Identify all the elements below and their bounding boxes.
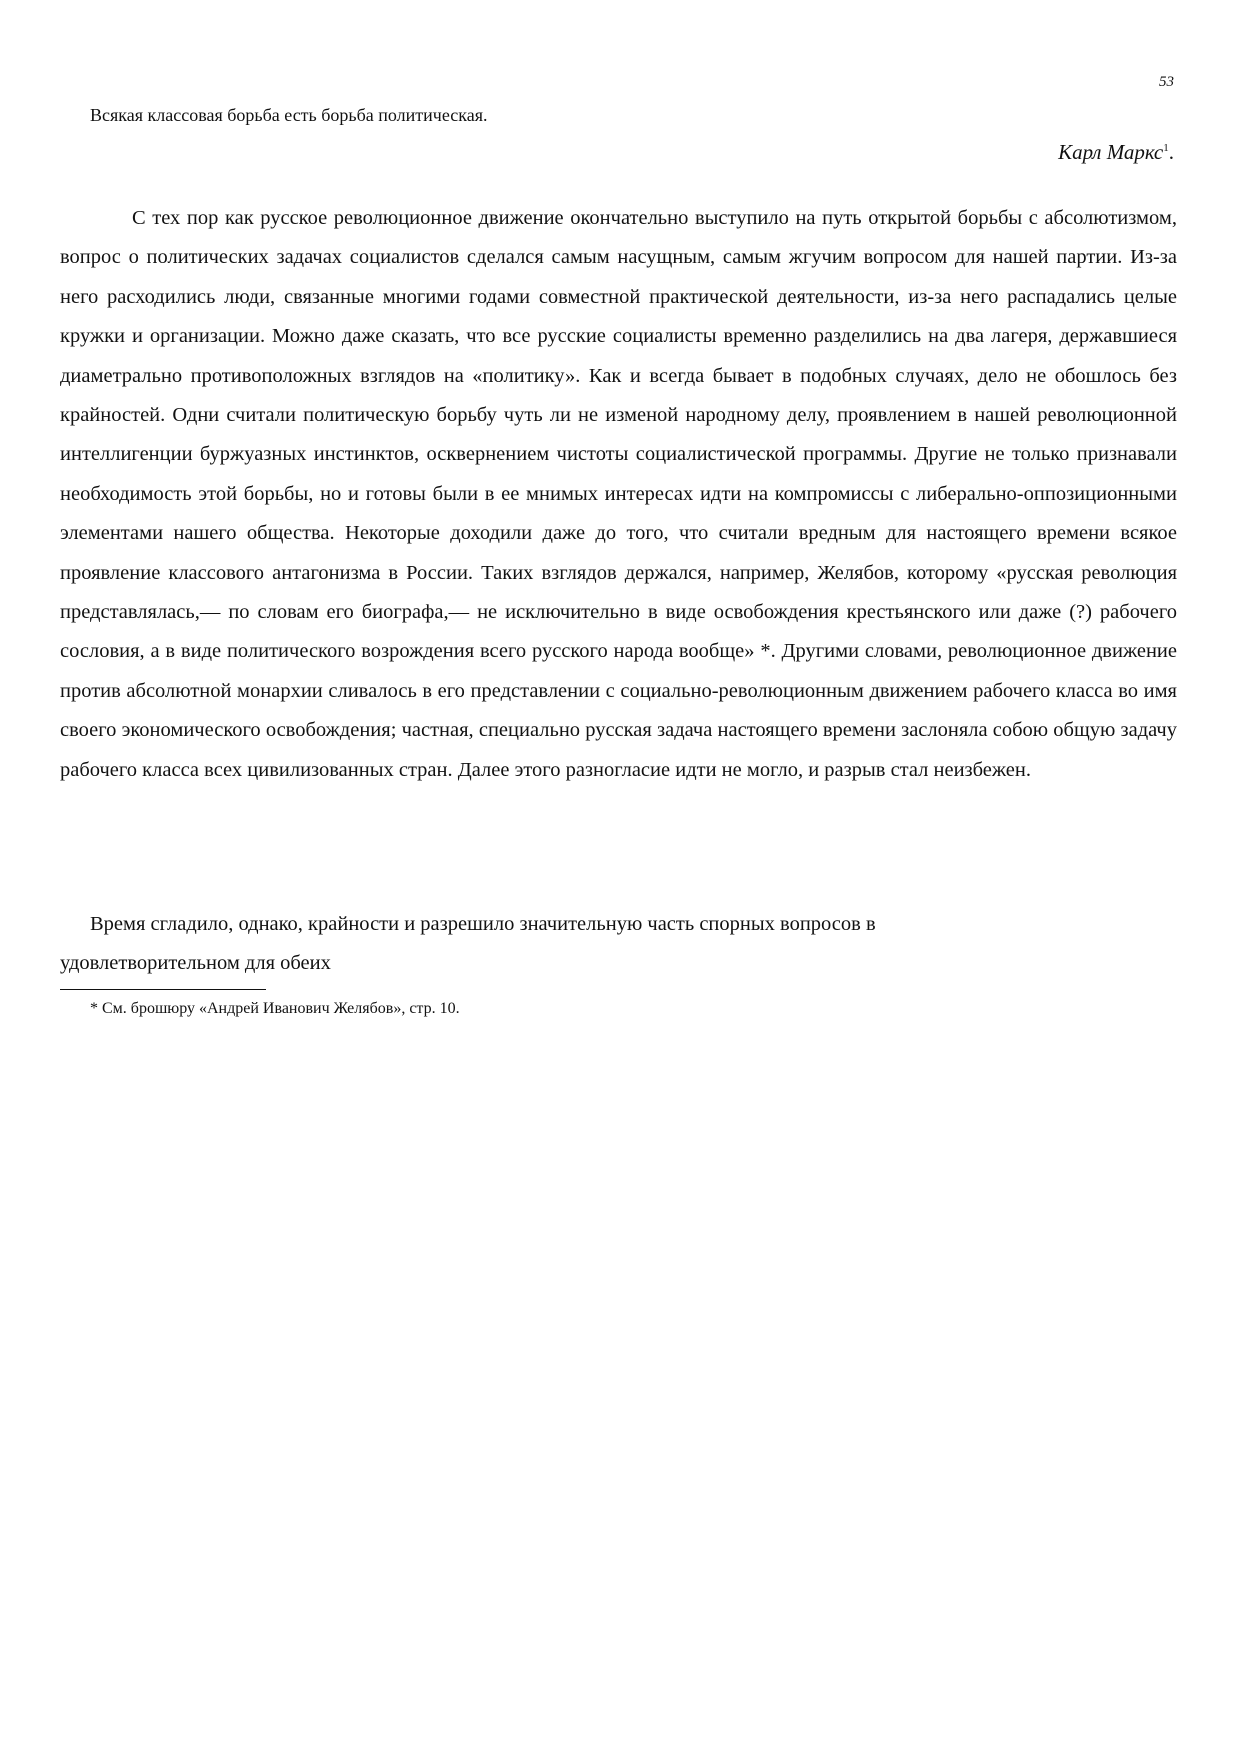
body-paragraph-continued-line-2: удовлетворительном для обеих <box>60 952 331 974</box>
body-paragraph-continued <box>60 905 1177 983</box>
body-paragraph: С тех пор как русское революционное движение окончательно выступило на путь открытой борьбы с абсолютизмом, вопрос о политических задачах социалистов сделался самым насущным, самым жгучим вопросом для нашей партии. Из-за него расходились люди, связанные многими годами совместной практической деятельности, из-за него распадались целые кружки и организации. Можно даже сказать, что все русские социалисты временно разделились на два лагеря, державшиеся диаметрально противоположных взглядов на «политику». Как и всегда бывает в подобных случаях, дело не обошлось без крайностей. Одни считали политическую борьбу чуть ли не изменой народному делу, проявлением в нашей революционной интеллигенции буржуазных инстинктов, осквернением чистоты социалистической программы. Другие не только признавали необходимость этой борьбы, но и готовы были в ее мнимых интересах идти на компромиссы с либерально-оппозиционными элементами нашего общества. Некоторые доходили даже до того, что считали вредным для настоящего времени всякое проявление классового антагонизма в России. Таких взглядов держался, например, Желябов, которому «русская революция представлялась,— по словам его биографа,— не исключительно в виде освобождения крестьянского или даже (?) рабочего сословия, а в виде политического возрождения всего русского народа вообще» *. Другими словами, революционное движение против абсолютной монархии сливалось в его представлении с социально-революционным движением рабочего класса во имя своего экономического освобождения; частная, специально русская задача настоящего времени заслоняла собою общую задачу рабочего класса всех цивилизованных стран. Далее этого разногласие идти не могло, и разрыв стал неизбежен. <box>60 207 1177 781</box>
page-number: 53 <box>1159 74 1174 90</box>
footnote-divider <box>60 989 266 990</box>
body-paragraph-continued-line-1: Время сгладило, однако, крайности и разрешило значительную часть спорных вопросов в <box>90 913 876 935</box>
footnote: * См. брошюру «Андрей Иванович Желябов», стр. 10. <box>90 1000 460 1017</box>
epigraph-author: Карл Маркс$^1$. <box>1058 140 1174 164</box>
epigraph-quote: Всякая классовая борьба есть борьба политическая. <box>90 105 488 125</box>
epigraph-note-marker: 1 <box>1163 142 1169 154</box>
epigraph-author-name: Карл Маркс <box>1058 140 1164 164</box>
